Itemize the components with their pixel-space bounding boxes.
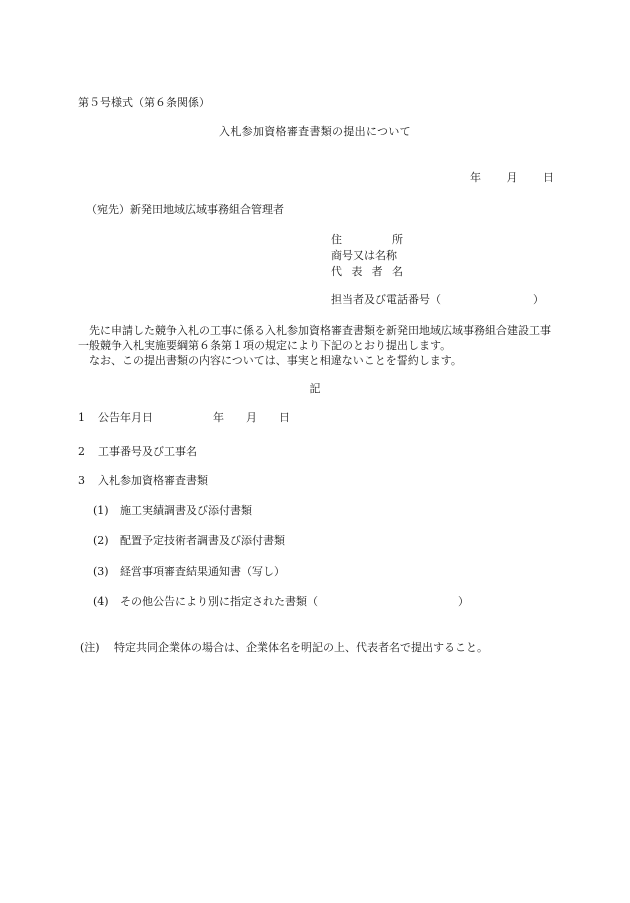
item-label: 公告年月日 <box>98 411 153 424</box>
contact-close: ） <box>533 293 544 306</box>
sub-item-close: ） <box>458 595 469 608</box>
sub-item <box>93 534 285 548</box>
applicant-address-row <box>331 233 403 247</box>
form-number: 第５号様式（第６条関係） <box>78 96 210 109</box>
list-item <box>78 474 208 488</box>
addressee: （宛先）新発田地域広域事務組合管理者 <box>86 203 284 216</box>
sub-item-number: (3) <box>93 565 109 578</box>
sub-item <box>93 595 469 609</box>
item-label: 工事番号及び工事名 <box>98 445 197 458</box>
item-number: 3 <box>78 474 85 487</box>
sub-item-number: (2) <box>93 534 109 547</box>
item-number: 2 <box>78 445 85 458</box>
applicant-representative-row <box>331 265 403 279</box>
body-paragraph-1: 先に申請した競争入札の工事に係る入札参加資格審査書類を新発田地域広域事務組合建設工事一般競争入札実施要綱第６条第１項の規定により下記のとおり提出します。 <box>78 324 551 352</box>
sub-item-number: (4) <box>93 595 109 608</box>
sub-item-label: 経営事項審査結果通知書（写し） <box>120 565 285 578</box>
sub-item <box>93 504 252 518</box>
document-title: 入札参加資格審査書類の提出について <box>219 125 411 138</box>
applicant-contact-row <box>331 293 544 307</box>
date-month: 月 <box>246 411 257 424</box>
applicant-company-row <box>331 249 397 263</box>
body-text <box>78 323 558 368</box>
date-month: 月 <box>506 171 518 184</box>
date-year: 年 <box>213 411 224 424</box>
announcement-date <box>213 411 312 425</box>
date-year: 年 <box>470 171 481 184</box>
company-label: 商号又は名称 <box>331 249 397 262</box>
sub-item <box>93 565 285 579</box>
sub-item-number: (1) <box>93 504 109 517</box>
list-item <box>78 411 312 425</box>
submission-date <box>470 171 554 185</box>
body-paragraph-2: なお、この提出書類の内容については、事実と相違ないことを誓約します。 <box>89 354 462 367</box>
note-tag: (注) <box>80 641 100 654</box>
note <box>80 641 488 655</box>
address-label: 住 所 <box>331 233 403 246</box>
contact-label: 担当者及び電話番号（ <box>331 293 441 306</box>
item-label: 入札参加資格審査書類 <box>98 474 208 487</box>
sub-item-label: 施工実績調書及び添付書類 <box>120 504 252 517</box>
note-text: 特定共同企業体の場合は、企業体名を明記の上、代表者名で提出すること。 <box>114 641 488 654</box>
sub-item-label: その他公告により別に指定された書類（ <box>120 595 318 608</box>
sub-item-label: 配置予定技術者調書及び添付書類 <box>120 534 285 547</box>
ki-heading: 記 <box>309 382 321 395</box>
list-item <box>78 445 197 459</box>
representative-label: 代表者名 <box>331 265 403 278</box>
date-day: 日 <box>543 171 554 184</box>
date-day: 日 <box>279 411 290 424</box>
item-number: 1 <box>78 411 85 424</box>
